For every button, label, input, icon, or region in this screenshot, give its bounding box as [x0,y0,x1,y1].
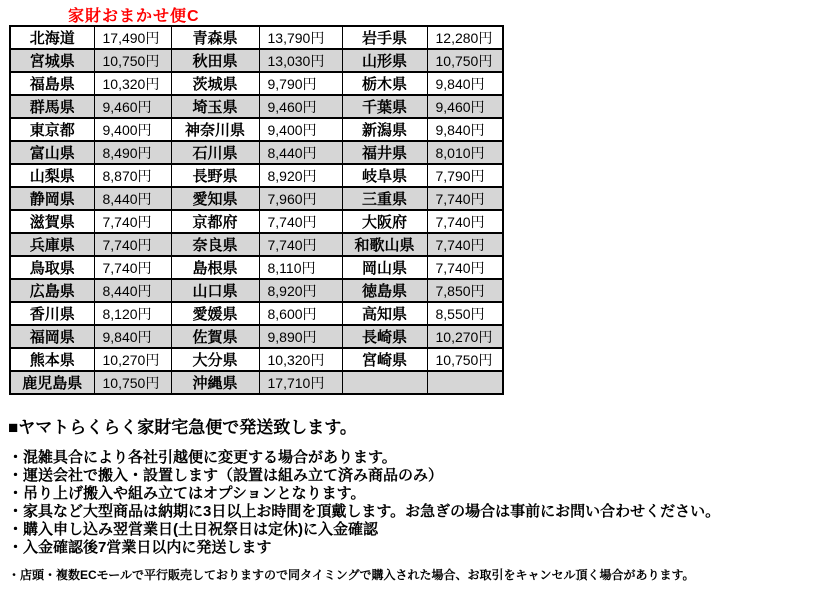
price-cell: 9,840円 [94,325,171,348]
note-item: ・家具など大型商品は納期に3日以上お時間を頂戴します。お急ぎの場合は事前にお問い合わせください。 [8,503,721,520]
price-cell: 9,460円 [94,95,171,118]
table-row [10,371,503,394]
price-cell: 8,440円 [259,141,342,164]
prefecture-cell: 熊本県 [10,348,94,371]
prefecture-cell: 鹿児島県 [10,371,94,394]
prefecture-cell: 滋賀県 [10,210,94,233]
prefecture-cell: 静岡県 [10,187,94,210]
prefecture-cell: 宮城県 [10,49,94,72]
prefecture-cell: 青森県 [171,26,259,49]
price-cell: 7,740円 [427,210,503,233]
prefecture-cell: 富山県 [10,141,94,164]
price-cell: 17,710円 [259,371,342,394]
prefecture-cell: 福島県 [10,72,94,95]
price-cell: 7,740円 [259,210,342,233]
price-cell: 8,440円 [94,279,171,302]
table-row [10,302,503,325]
table-row [10,233,503,256]
price-cell: 8,110円 [259,256,342,279]
prefecture-cell: 大阪府 [342,210,427,233]
prefecture-cell: 京都府 [171,210,259,233]
price-cell: 9,840円 [427,72,503,95]
table-row [10,164,503,187]
price-cell: 7,740円 [427,256,503,279]
price-cell: 7,960円 [259,187,342,210]
notes-heading: ■ヤマトらくらく家財宅急便で発送致します。 [8,418,357,437]
prefecture-cell: 香川県 [10,302,94,325]
table-row [10,210,503,233]
note-item: ・吊り上げ搬入や組み立てはオプションとなります。 [8,485,366,502]
shipping-notes-section [8,413,818,583]
prefecture-cell: 鳥取県 [10,256,94,279]
price-cell: 8,550円 [427,302,503,325]
prefecture-cell: 北海道 [10,26,94,49]
price-cell: 9,840円 [427,118,503,141]
note-item: ・購入申し込み翌営業日(土日祝祭日は定休)に入金確認 [8,521,378,538]
table-row [10,49,503,72]
price-cell: 10,750円 [427,348,503,371]
price-cell: 7,740円 [427,187,503,210]
table-row [10,187,503,210]
note-item: ・混雑具合により各社引越便に変更する場合があります。 [8,449,397,466]
price-cell: 9,790円 [259,72,342,95]
price-cell: 7,740円 [259,233,342,256]
table-row [10,141,503,164]
price-cell: 8,600円 [259,302,342,325]
prefecture-cell: 新潟県 [342,118,427,141]
price-cell: 13,030円 [259,49,342,72]
prefecture-cell: 宮崎県 [342,348,427,371]
prefecture-cell: 埼玉県 [171,95,259,118]
price-cell: 8,440円 [94,187,171,210]
prefecture-cell: 和歌山県 [342,233,427,256]
table-row [10,325,503,348]
prefecture-cell: 山形県 [342,49,427,72]
shipping-table-body [10,26,503,394]
prefecture-cell: 茨城県 [171,72,259,95]
price-cell: 10,320円 [259,348,342,371]
prefecture-cell: 千葉県 [342,95,427,118]
price-cell: 9,460円 [259,95,342,118]
prefecture-cell: 三重県 [342,187,427,210]
table-row [10,348,503,371]
price-cell: 7,740円 [94,210,171,233]
prefecture-cell: 石川県 [171,141,259,164]
price-cell: 9,400円 [94,118,171,141]
prefecture-cell: 山梨県 [10,164,94,187]
prefecture-cell: 沖縄県 [171,371,259,394]
prefecture-cell: 大分県 [171,348,259,371]
price-cell: 10,750円 [94,49,171,72]
prefecture-cell: 徳島県 [342,279,427,302]
prefecture-cell: 東京都 [10,118,94,141]
prefecture-cell: 佐賀県 [171,325,259,348]
prefecture-cell: 福井県 [342,141,427,164]
prefecture-cell: 山口県 [171,279,259,302]
price-cell: 8,870円 [94,164,171,187]
price-cell: 7,740円 [94,233,171,256]
table-row [10,256,503,279]
prefecture-cell: 兵庫県 [10,233,94,256]
price-cell: 8,490円 [94,141,171,164]
price-cell: 10,270円 [94,348,171,371]
prefecture-cell: 愛媛県 [171,302,259,325]
notes-list [8,449,818,557]
price-cell [427,371,503,394]
notes-footnote: ・店頭・複数ECモールで平行販売しておりますので同タイミングで購入された場合、お取引をキャンセル頂く場合があります。 [8,568,695,582]
note-item: ・運送会社で搬入・設置します（設置は組み立て済み商品のみ） [8,467,444,484]
price-cell: 9,460円 [427,95,503,118]
prefecture-cell: 秋田県 [171,49,259,72]
prefecture-cell: 愛知県 [171,187,259,210]
price-cell: 7,740円 [427,233,503,256]
price-cell: 9,400円 [259,118,342,141]
table-row [10,26,503,49]
shipping-plan-title: 家財おまかせ便C [68,8,200,25]
prefecture-cell: 群馬県 [10,95,94,118]
prefecture-cell: 神奈川県 [171,118,259,141]
price-cell: 8,920円 [259,279,342,302]
price-cell: 17,490円 [94,26,171,49]
table-row [10,95,503,118]
price-cell: 7,850円 [427,279,503,302]
price-cell: 7,740円 [94,256,171,279]
prefecture-cell: 福岡県 [10,325,94,348]
table-row [10,279,503,302]
price-cell: 7,790円 [427,164,503,187]
prefecture-cell: 奈良県 [171,233,259,256]
prefecture-cell: 島根県 [171,256,259,279]
price-cell: 10,750円 [94,371,171,394]
prefecture-cell: 岩手県 [342,26,427,49]
price-cell: 8,010円 [427,141,503,164]
price-cell: 10,270円 [427,325,503,348]
price-cell: 8,920円 [259,164,342,187]
table-row [10,118,503,141]
prefecture-cell: 栃木県 [342,72,427,95]
prefecture-cell: 岡山県 [342,256,427,279]
table-row [10,72,503,95]
prefecture-cell: 長野県 [171,164,259,187]
prefecture-cell: 長崎県 [342,325,427,348]
prefecture-cell [342,371,427,394]
price-cell: 8,120円 [94,302,171,325]
prefecture-cell: 広島県 [10,279,94,302]
note-item: ・入金確認後7営業日以内に発送します [8,539,272,556]
shipping-fee-table [9,25,504,395]
price-cell: 9,890円 [259,325,342,348]
prefecture-cell: 岐阜県 [342,164,427,187]
price-cell: 12,280円 [427,26,503,49]
price-cell: 13,790円 [259,26,342,49]
price-cell: 10,750円 [427,49,503,72]
prefecture-cell: 高知県 [342,302,427,325]
price-cell: 10,320円 [94,72,171,95]
